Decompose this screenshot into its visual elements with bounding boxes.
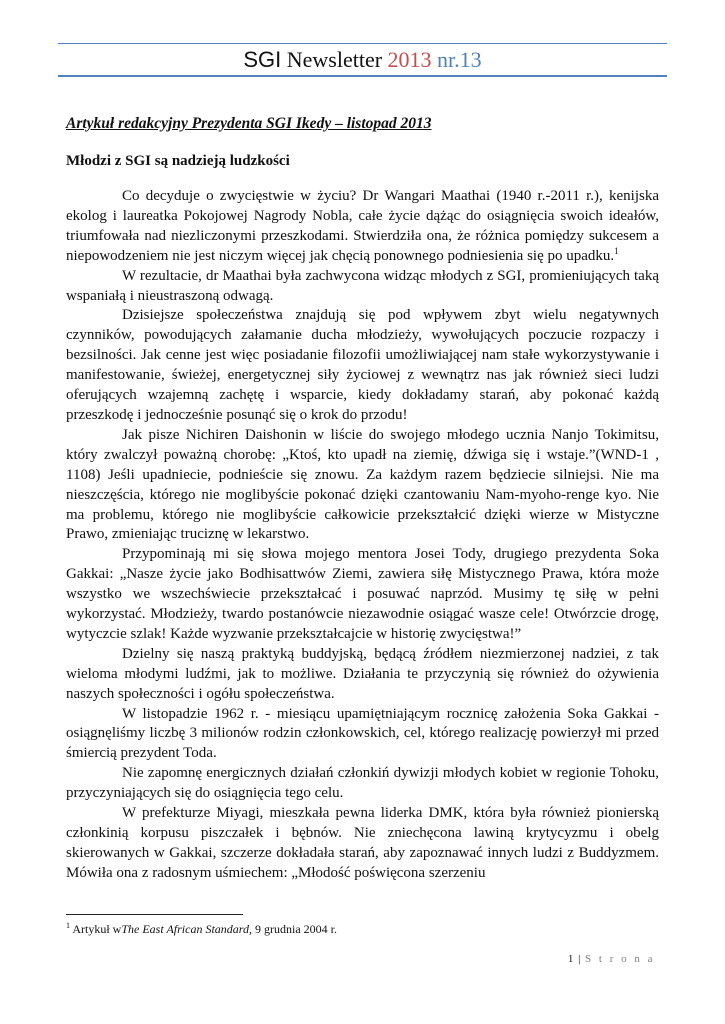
paragraph: W rezultacie, dr Maathai była zachwycona widząc młodych z SGI, promieniujących taką wspaniałą i nieustraszoną odwagą. (66, 267, 659, 304)
page-number-value: 1 (567, 953, 575, 965)
page-number-label: S t r o n a (585, 953, 655, 965)
footnote-date: 9 grudnia 2004 r. (252, 922, 338, 936)
paragraph-text: Co decyduje o zwycięstwie w życiu? Dr Wangari Maathai (1940 r.-2011 r.), kenijska ekolog i laureatka Pokojowej Nagrody Nobla, całe życie dążąc do osiągnięcia swoich ideałów, triumfowała nad niezliczonymi przeszkodami. Stwierdziła ona, że różnica pomiędzy sukcesem a niepowodzeniem nie jest niczym więcej jak chęcią ponownego podniesienia się po upadku. (66, 188, 659, 264)
paragraph: W prefekturze Miyagi, mieszkała pewna liderka DMK, która była również pionierską członkinią korpusu piszczałek i bębnów. Nie zniechęcona lawiną krytycyzmu i obelg skierowanych w Gakkai, szczerze dokładała starań, aby zapoznawać innych ludzi z Buddyzmem. Mówiła ona z radosnym uśmiechem: „Młodość poświęcona szerzeniu (66, 805, 659, 881)
footnote-prefix: Artykuł w (70, 922, 122, 936)
footnote-source: The East African Standard, (121, 922, 253, 936)
masthead-brand: SGI (243, 47, 282, 72)
header-bottom-rule (58, 75, 667, 77)
paragraph (66, 187, 659, 267)
paragraph: Dzisiejsze społeczeństwa znajdują się pod wpływem zbyt wielu negatywnych czynników, powodujących załamanie ducha młodzieży, wywołujących poczucie rozpaczy i bezsilności. Jak cenne jest więc posiadanie filozofii umożliwiającej nam stałe wykorzystywanie i manifestowanie, świeżej, energetycznej siły życiowej z wewnątrz nas jak również sieci ludzi oferujących wzajemną zachętę i wsparcie, kiedy dokładamy starań, aby pokonać każdą przeszkodę i jednocześnie posunąć się o krok do przodu! (66, 307, 659, 423)
footnote-reference: 1 (614, 245, 619, 256)
masthead-year: 2013 (387, 47, 432, 72)
paragraph: W listopadzie 1962 r. - miesiącu upamiętniającym rocznicę założenia Soka Gakkai - osiągnęliśmy liczbę 3 milionów rodzin członkowskich, cel, którego realizację powierzył mi przed śmiercią prezydent Toda. (66, 705, 659, 762)
paragraph: Jak pisze Nichiren Daishonin w liście do swojego młodego ucznia Nanjo Tokimitsu, który zwalczył poważną chorobę: „Ktoś, kto upadł na ziemię, dźwiga się i wstaje.”(WND-1 , 1108) Jeśli upadniecie, podnieście się znowu. Za każdym razem będziecie silniejsi. Nie ma nieszczęścia, którego nie moglibyście pokonać dzięki czantowaniu Nam-myoho-renge kyo. Nie ma problemu, którego nie moglibyście całkowicie przekształcić dzięki wierze w Mistyczne Prawo, zmieniając truciznę w lekarstwo. (66, 426, 659, 543)
masthead-issue: nr.13 (431, 47, 482, 72)
header-top-rule (58, 43, 667, 44)
page-number-separator: | (574, 953, 586, 965)
page-number (568, 953, 655, 965)
article-title: Młodzi z SGI są nadzieją ludzkości (66, 153, 290, 169)
paragraph: Dzielny się naszą praktyką buddyjską, będącą źródłem niezmierzonej nadziei, z tak wieloma młodymi ludźmi, jak to możliwe. Działania te przyczynią się również do ożywienia naszych społeczności i ogółu społeczeństwa. (66, 645, 659, 702)
footnote-number: 1 (66, 921, 70, 930)
newsletter-masthead (58, 46, 667, 74)
paragraph: Przypominają mi się słowa mojego mentora Josei Tody, drugiego prezydenta Soka Gakkai: „Nasze życie jako Bodhisattwów Ziemi, zawiera siłę Mistycznego Prawa, która może wszystko we wszechświecie przekształcać i posuwać naprzód. Musimy tę siłę w pełni wykorzystać. Młodzieży, twardo postanówcie niezawodnie osiągać wasze cele! Otwórzcie drogę, wytyczcie szlak! Każde wyzwanie przekształcajcie w historię zwycięstwa!” (66, 546, 659, 642)
footnote (66, 921, 337, 937)
article-body (66, 187, 659, 884)
article-subheading: Artykuł redakcyjny Prezydenta SGI Ikedy – listopad 2013 (66, 115, 432, 132)
masthead-newsletter: Newsletter (281, 47, 388, 72)
paragraph: Nie zapomnę energicznych działań członkiń dywizji młodych kobiet w regionie Tohoku, przyczyniających się do osiągnięcia tego celu. (66, 765, 659, 802)
footnote-separator (66, 914, 243, 915)
